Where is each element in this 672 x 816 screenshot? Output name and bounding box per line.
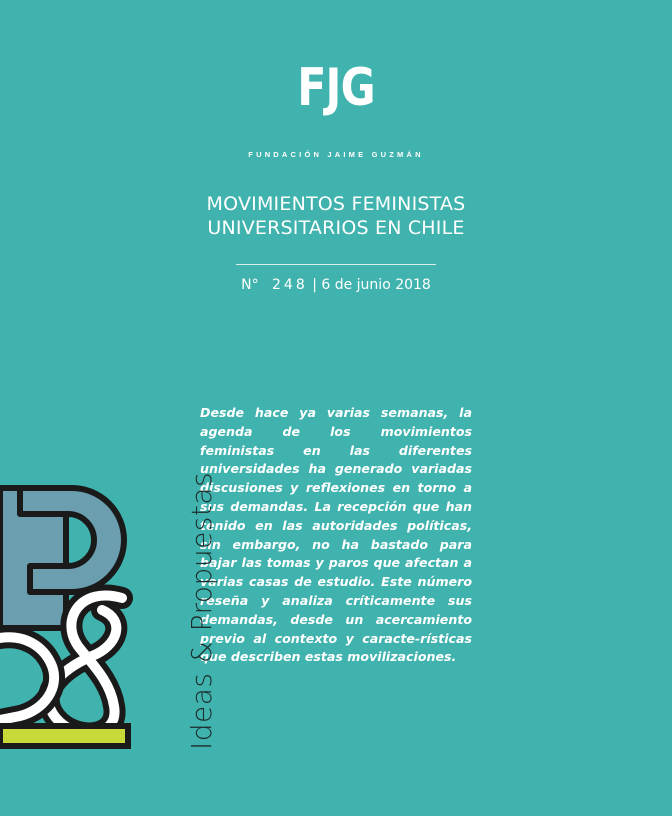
i-glyph [0, 726, 128, 746]
organization-name: FUNDACIÓN JAIME GUZMÁN [248, 150, 424, 159]
title-divider [236, 264, 436, 265]
issue-separator: | [312, 277, 317, 293]
issue-prefix: N° [241, 277, 259, 293]
title-line-1: MOVIMIENTOS FEMINISTAS [206, 193, 466, 215]
series-logo-mark [0, 470, 140, 760]
issue-number: 248 [272, 277, 308, 293]
series-name: Ideas & Propuestas [185, 471, 218, 750]
fjg-logo: FJG [297, 58, 375, 118]
abstract-text: Desde hace ya varias semanas, la agenda de los movimientos feministas en las diferentes universidades ha generado variadas discusiones y reflexiones en torno a sus demandas. La recepción que han tenido en las autoridades políticas, sin embargo, no ha bastado para bajar las tomas y paros que afectan a varias casas de estudio. Este número reseña y analiza críticamente sus demandas, desde un acercamiento previo al contexto y caracte-rísticas que describen estas movilizaciones. [200, 405, 472, 665]
document-title [0, 192, 672, 240]
issue-date: 6 de junio 2018 [321, 277, 431, 293]
title-line-2: UNIVERSITARIOS EN CHILE [207, 217, 465, 239]
issue-info [0, 277, 672, 293]
